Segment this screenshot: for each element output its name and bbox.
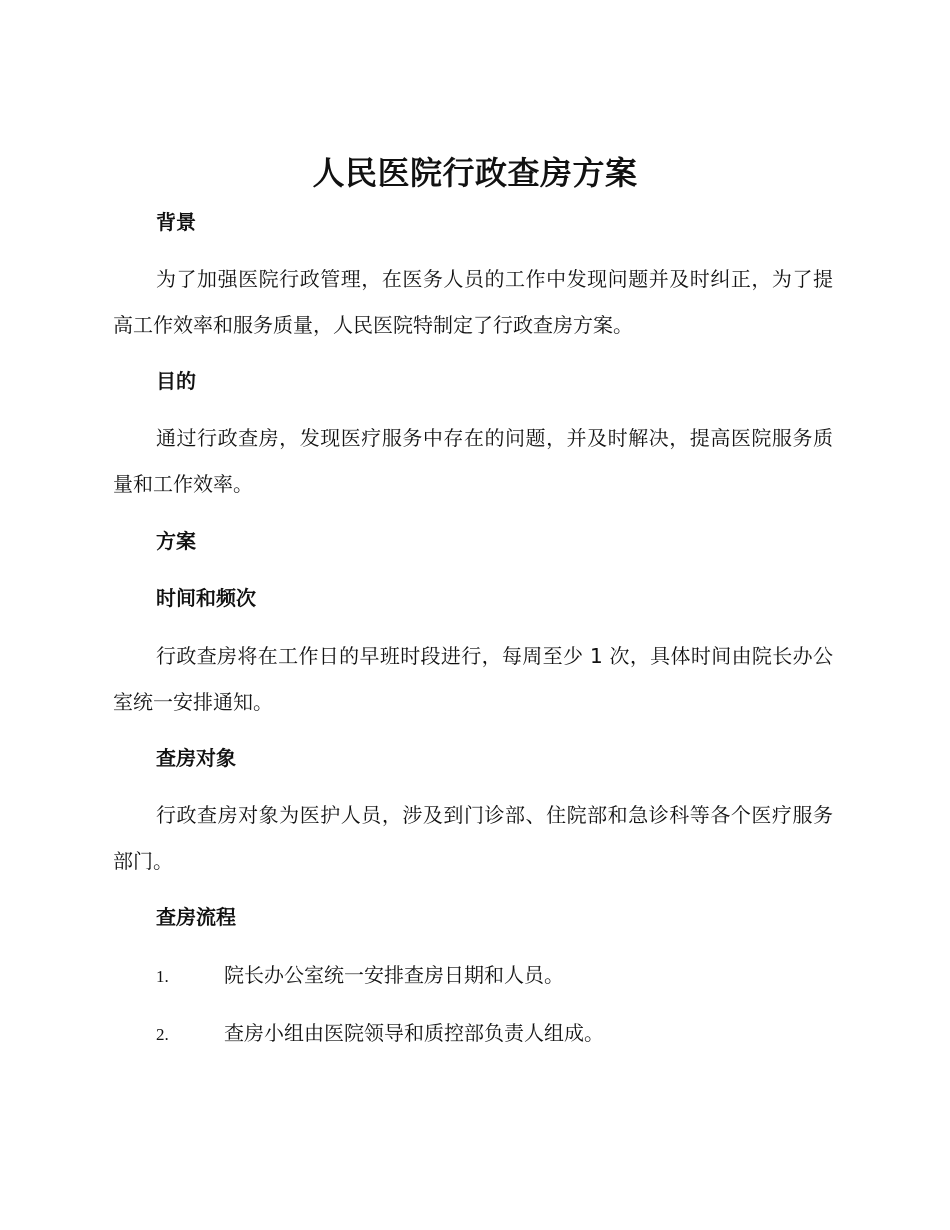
section-text-time: 行政查房将在工作日的早班时段进行，每周至少 1 次，具体时间由院长办公室统一安排通知。 [113, 644, 833, 714]
section-text-target: 行政查房对象为医护人员，涉及到门诊部、住院部和急诊科等各个医疗服务部门。 [113, 803, 833, 873]
section-heading-plan: 方案 [156, 529, 196, 553]
section-heading-background: 背景 [156, 210, 196, 234]
list-item-number: 2. [156, 1025, 169, 1044]
section-heading-time: 时间和频次 [156, 586, 256, 610]
list-item-text: 院长办公室统一安排查房日期和人员。 [224, 963, 564, 987]
document-title: 人民医院行政查房方案 [312, 154, 638, 192]
list-item [156, 962, 564, 990]
section-text-background: 为了加强医院行政管理，在医务人员的工作中发现问题并及时纠正，为了提高工作效率和服务质量，人民医院特制定了行政查房方案。 [113, 267, 833, 337]
list-item-number: 1. [156, 967, 169, 986]
list-item-text: 查房小组由医院领导和质控部负责人组成。 [224, 1021, 604, 1045]
section-text-purpose: 通过行政查房，发现医疗服务中存在的问题，并及时解决，提高医院服务质量和工作效率。 [113, 426, 833, 496]
section-heading-target: 查房对象 [156, 746, 236, 770]
section-heading-process: 查房流程 [156, 905, 236, 929]
section-heading-purpose: 目的 [156, 369, 196, 393]
list-item [156, 1020, 604, 1048]
